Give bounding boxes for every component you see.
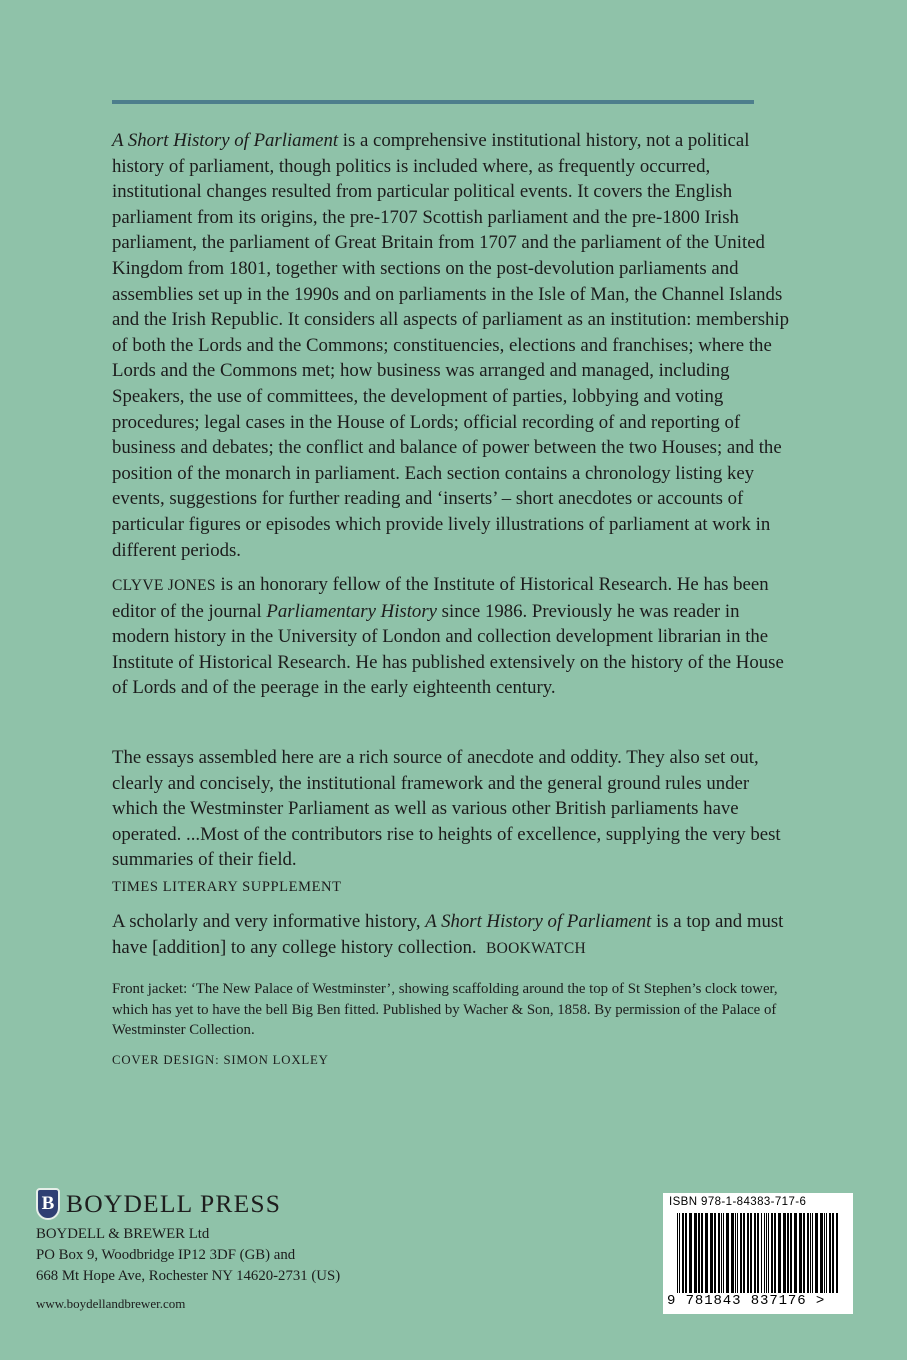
- review-2-text-before: A scholarly and very informative history,: [112, 911, 426, 933]
- review-2-book-title: A Short History of Parliament: [425, 911, 652, 933]
- review-source-bookwatch: BOOKWATCH: [485, 939, 586, 957]
- jacket-credit: Front jacket: ‘The New Palace of Westminster’, showing scaffolding around the top of St Stephen’s clock tower, which has yet to have the bell Big Ben fitted. Published by Wacher & Son, 1858. By permission of the Palace of Westminster Collection.: [112, 981, 778, 1039]
- review-quote-tls: The essays assembled here are a rich source of anecdote and oddity. They also set out, clearly and concisely, the institutional framework and the general ground rules under which the Westminster Parliament as well as various other British parliaments have operated. ...Most of the contributors rise to heights of excellence, supplying the very best summaries of their field.: [112, 747, 781, 871]
- barcode-digits: 9 781843 837176 >: [667, 1293, 826, 1309]
- publisher-address-line-2: 668 Mt Hope Ave, Rochester NY 14620-2731 (US): [36, 1268, 341, 1284]
- review-2-text-after: is a top and must have [addition] to any college history collection.: [112, 911, 784, 958]
- publisher-company: BOYDELL & BREWER Ltd: [36, 1226, 210, 1242]
- publisher-address: [36, 1224, 456, 1287]
- publisher-website: www.boydellandbrewer.com: [36, 1296, 186, 1311]
- book-title-italic: A Short History of Parliament: [112, 130, 339, 151]
- publisher-header: [36, 1188, 456, 1220]
- publisher-name: BOYDELL PRESS: [66, 1189, 282, 1218]
- barcode-bars: [677, 1213, 841, 1295]
- cover-design-credit: COVER DESIGN: SIMON LOXLEY: [112, 1052, 329, 1067]
- review-quote-bookwatch: [112, 909, 792, 961]
- isbn-label: ISBN 978-1-84383-717-6: [669, 1196, 807, 1208]
- publisher-logo-icon: B: [36, 1188, 60, 1220]
- author-bio-text-2: since 1986. Previously he was reader in modern history in the University of London and collection development librarian in the Institute of Historical Research. He has published extensively on the history of the House of Lords and of the peerage in the early eighteenth century.: [112, 600, 784, 699]
- publisher-block: [36, 1188, 456, 1312]
- journal-title: Parliamentary History: [266, 600, 437, 622]
- author-bio: [112, 572, 792, 701]
- blurb-text: is a comprehensive institutional history, not a political history of parliament, though politics is included where, as frequently occurred, institutional changes resulted from particular political events. It covers the English parliament from its origins, the pre-1707 Scottish parliament and the pre-1800 Irish parliament, the parliament of Great Britain from 1707 and the parliament of the United Kingdom from 1801, together with sections on the post-devolution parliaments and assemblies set up in the 1990s and on parliaments in the Isle of Man, the Channel Islands and the Irish Republic. It considers all aspects of parliament as an institution: membership of both the Lords and the Commons; constituencies, elections and franchises; where the Lords and the Commons met; how business was arranged and managed, including Speakers, the use of committees, the development of parties, lobbying and voting procedures; legal cases in the House of Lords; official recording of and reporting of business and debates; the conflict and balance of power between the two Houses; and the position of the monarch in parliament. Each section contains a chronology listing key events, suggestions for further reading and ‘inserts’ – short anecdotes or accounts of particular figures or episodes which provide lively illustrations of parliament at work in different periods.: [112, 130, 790, 561]
- book-blurb: [112, 128, 792, 563]
- publisher-address-line-1: PO Box 9, Woodbridge IP12 3DF (GB) and: [36, 1247, 296, 1263]
- back-cover-text: [112, 128, 792, 1068]
- top-rule: [112, 100, 754, 104]
- author-name: CLYVE JONES: [112, 577, 216, 595]
- review-source-tls: TIMES LITERARY SUPPLEMENT: [112, 879, 342, 896]
- isbn-barcode: [663, 1193, 853, 1314]
- author-bio-text-1: is an honorary fellow of the Institute of Historical Research. He has been editor of the journal: [112, 574, 769, 622]
